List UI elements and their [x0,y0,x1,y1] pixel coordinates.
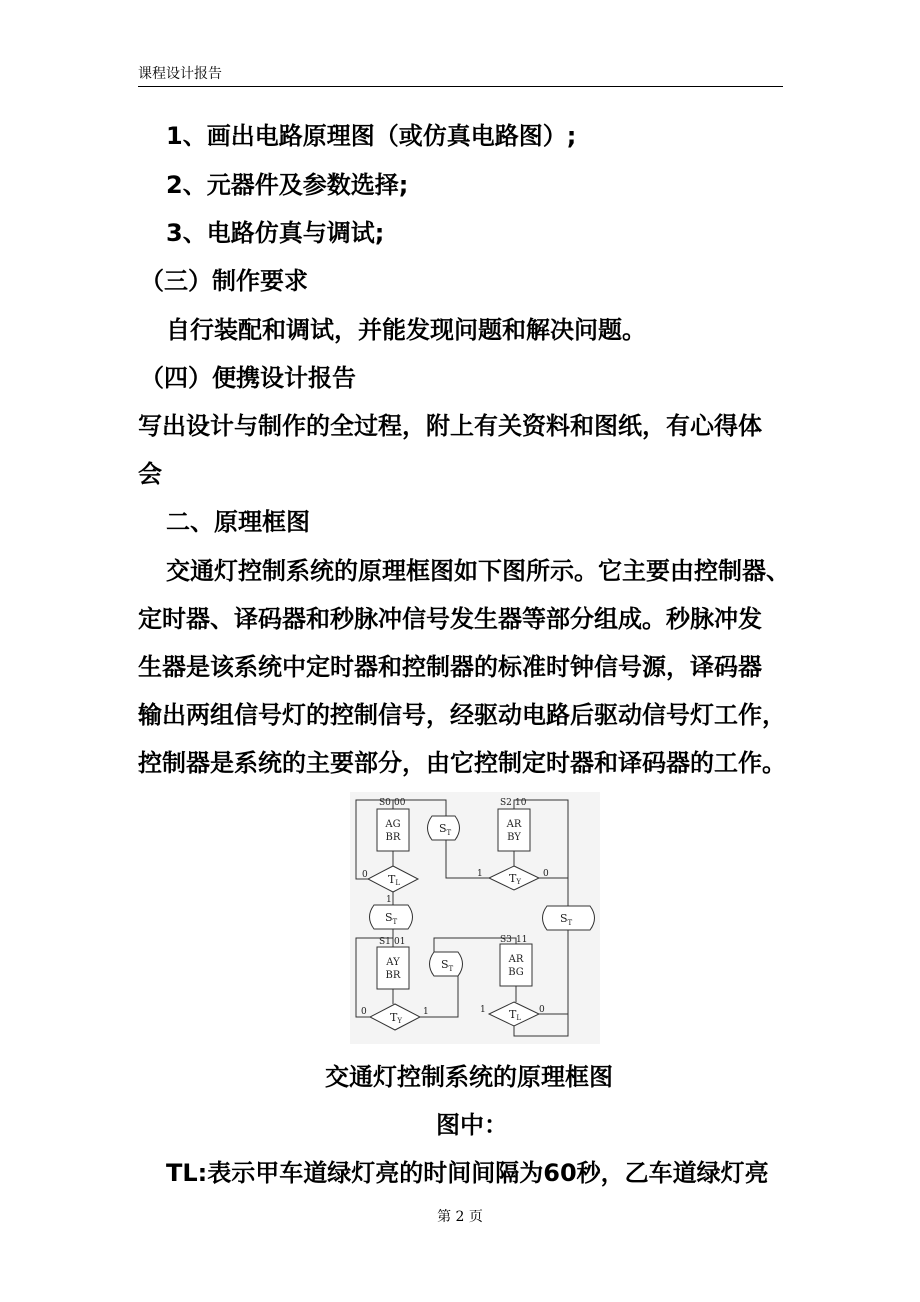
st-right-label: $S_T$ [560,912,573,927]
section-4-text-line1: 写出设计与制作的全过程，附上有关资料和图纸，有心得体 [138,412,762,440]
paragraph-line-1: 交通灯控制系统的原理框图如下图所示。它主要由控制器、 [166,557,790,585]
box-s1-line1: AY [386,957,400,968]
state-box-s1 [377,947,409,989]
state-box-s2 [498,809,530,851]
state-diagram [350,792,600,1044]
state-code-s1: 01 [394,937,406,947]
state-label-s3: S3 [500,935,512,945]
page-header [138,64,783,87]
list-item-3: 3、电路仿真与调试; [166,219,385,247]
list-item-2: 2、元器件及参数选择; [166,171,409,199]
state-label-s2: S2 [500,798,512,808]
state-code-s0: 00 [394,798,406,808]
st-top-label: $S_T$ [439,822,452,837]
state-box-s0 [377,809,409,851]
part-2-title: 二、原理框图 [166,508,310,536]
paragraph-line-2: 定时器、译码器和秒脉冲信号发生器等部分组成。秒脉冲发 [138,605,762,633]
list-item-1: 1、画出电路原理图（或仿真电路图）; [166,122,577,150]
section-4-text-line2: 会 [138,460,162,488]
paragraph-line-4: 输出两组信号灯的控制信号，经驱动电路后驱动信号灯工作， [138,701,786,729]
box-s3-line2: BG [508,967,524,978]
ty-top-label: TY [509,872,521,886]
page-number: 第 2 页 [437,1209,483,1225]
branch-0-top-left: 0 [362,870,368,880]
page-footer [0,1208,920,1226]
state-code-s2: 10 [515,798,527,808]
st-bottom-label: $S_T$ [441,958,454,973]
header-title: 课程设计报告 [138,66,222,82]
branch-1-bottom-right: 1 [480,1005,486,1015]
branch-0-bottom-right: 0 [539,1005,545,1015]
box-s1-line2: BR [385,970,401,981]
state-label-s0: S0 [379,798,391,808]
branch-1-bottom-left: 1 [423,1007,429,1017]
box-s0-line1: AG [385,819,401,830]
paragraph-line-5: 控制器是系统的主要部分，由它控制定时器和译码器的工作。 [138,749,786,777]
figure-note: 图中： [436,1111,508,1139]
section-4-title: （四）便携设计报告 [140,364,356,392]
st-middle-label: $S_T$ [385,911,398,926]
branch-1-top-right: 1 [477,869,483,879]
tl-description-line: TL:表示甲车道绿灯亮的时间间隔为60秒，乙车道绿灯亮 [166,1159,769,1187]
branch-0-top-right: 0 [543,869,549,879]
ty-bottom-label: TY [390,1011,402,1025]
figure-caption: 交通灯控制系统的原理框图 [325,1063,613,1091]
branch-1-top-left: 1 [386,895,392,905]
tl-bottom-label: TL [509,1008,521,1022]
state-box-s3 [500,944,532,986]
box-s0-line2: BR [385,832,401,843]
branch-0-bottom-left: 0 [361,1007,367,1017]
tl-top-label: TL [388,873,400,887]
section-3-title: （三）制作要求 [140,267,308,295]
state-code-s3: 11 [516,935,528,945]
box-s3-line1: AR [508,954,524,965]
state-label-s1: S1 [379,937,391,947]
box-s2-line2: BY [507,832,521,843]
box-s2-line1: AR [506,819,522,830]
section-3-text: 自行装配和调试，并能发现问题和解决问题。 [166,316,646,344]
paragraph-line-3: 生器是该系统中定时器和控制器的标准时钟信号源，译码器 [138,653,762,681]
